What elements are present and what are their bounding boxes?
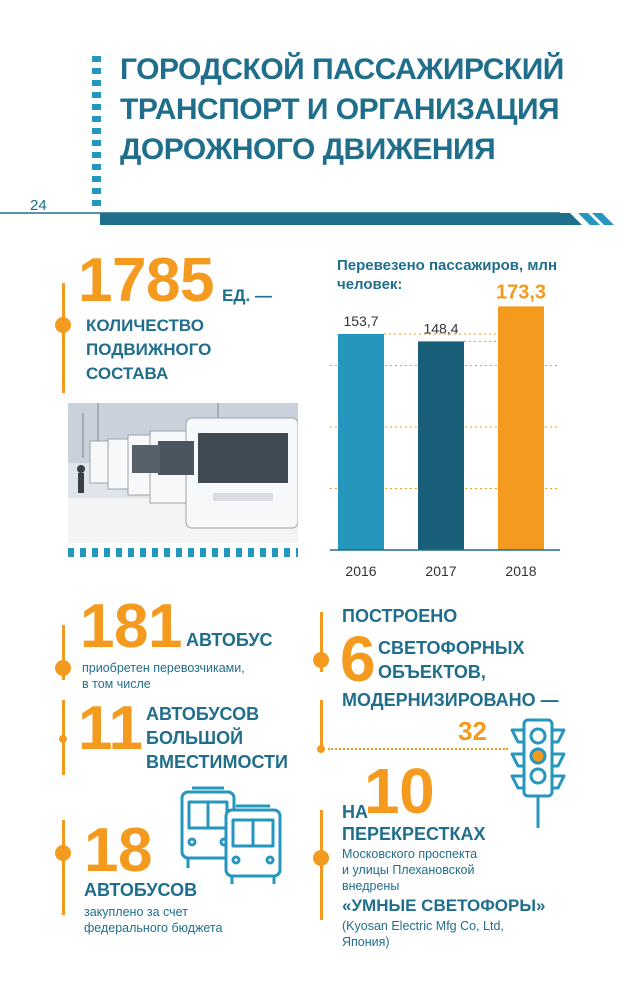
built-number: 6 bbox=[340, 623, 376, 695]
page-number: 24 bbox=[30, 197, 47, 214]
traffic-light-icon bbox=[508, 716, 568, 832]
fleet-unit: ЕД. — bbox=[222, 286, 272, 305]
label-line: БОЛЬШОЙ bbox=[146, 728, 244, 748]
bar-value-label: 173,3 bbox=[495, 281, 547, 304]
timeline-dot bbox=[313, 652, 329, 668]
modernized-number: 32 bbox=[458, 716, 487, 746]
label-line: ВМЕСТИМОСТИ bbox=[146, 752, 288, 772]
passenger-chart bbox=[330, 270, 560, 590]
smart-vendor bbox=[342, 918, 504, 950]
modernized-label: МОДЕРНИЗИРОВАНО — bbox=[342, 690, 559, 710]
timeline-dot bbox=[317, 745, 325, 753]
fleet-caption-line: СОСТАВА bbox=[86, 364, 169, 383]
label-line: АВТОБУСОВ bbox=[146, 704, 260, 724]
photo-decoration bbox=[68, 548, 298, 557]
built-label: ПОСТРОЕНО bbox=[342, 606, 458, 626]
note-line: внедрены bbox=[342, 879, 400, 893]
bar-2017 bbox=[418, 341, 464, 550]
caption-line: ОБЪЕКТОВ, bbox=[378, 662, 486, 682]
buses-bought-label: АВТОБУС bbox=[186, 630, 273, 650]
fleet-caption bbox=[86, 314, 211, 386]
smart-label: ПЕРЕКРЕСТКАХ bbox=[342, 824, 486, 844]
timeline-line bbox=[62, 820, 65, 915]
federal-buses-label: АВТОБУСОВ bbox=[84, 880, 198, 900]
smart-headline: «УМНЫЕ СВЕТОФОРЫ» bbox=[342, 896, 546, 915]
timeline-line bbox=[62, 283, 65, 393]
bar-2018 bbox=[498, 306, 544, 550]
bus-icon bbox=[178, 786, 298, 886]
buses-bought-number: 181 bbox=[80, 592, 182, 661]
timeline-dot bbox=[55, 317, 71, 333]
federal-buses-note bbox=[84, 904, 222, 936]
note-line: и улицы Плехановской bbox=[342, 863, 475, 877]
chart-title-text: Перевезено пассажиров, млн человек: bbox=[337, 257, 558, 293]
fleet-caption-line: КОЛИЧЕСТВО bbox=[86, 316, 204, 335]
header-rule bbox=[0, 210, 621, 230]
federal-buses-number: 18 bbox=[84, 816, 152, 885]
large-buses-label bbox=[146, 702, 288, 774]
buses-bought-note bbox=[82, 660, 245, 692]
bar-2016 bbox=[338, 334, 384, 550]
timeline-dot bbox=[313, 850, 329, 866]
dotted-connector bbox=[328, 748, 508, 750]
page-title bbox=[120, 50, 564, 170]
page-title-line: ТРАНСПОРТ И ОРГАНИЗАЦИЯ bbox=[120, 93, 560, 126]
x-tick-label: 2016 bbox=[345, 563, 377, 579]
bar-value-label: 148,4 bbox=[423, 320, 459, 337]
timeline-dot bbox=[55, 660, 71, 676]
timeline-dot bbox=[59, 735, 67, 743]
bar-value-label: 153,7 bbox=[343, 312, 379, 329]
title-decoration bbox=[92, 56, 101, 206]
note-line: федерального бюджета bbox=[84, 921, 223, 935]
smart-note bbox=[342, 846, 477, 894]
caption-line: СВЕТОФОРНЫХ bbox=[378, 638, 525, 658]
x-tick-label: 2018 bbox=[505, 563, 537, 579]
timeline-dot bbox=[55, 845, 71, 861]
fleet-caption-line: ПОДВИЖНОГО bbox=[86, 340, 212, 359]
note-line: закуплено за счет bbox=[84, 905, 188, 919]
page-title-line: ДОРОЖНОГО ДВИЖЕНИЯ bbox=[120, 133, 496, 166]
vendor-line: (Kyosan Electric Mfg Co, Ltd, bbox=[342, 919, 504, 933]
x-tick-label: 2017 bbox=[425, 563, 457, 579]
vendor-line: Япония) bbox=[342, 935, 390, 949]
fleet-number: 1785 bbox=[78, 246, 214, 315]
built-caption bbox=[378, 636, 525, 684]
smart-prefix: НА bbox=[342, 802, 368, 822]
buses-photo bbox=[68, 403, 298, 543]
large-buses-number: 11 bbox=[78, 694, 143, 763]
note-line: в том числе bbox=[82, 677, 151, 691]
timeline-line bbox=[320, 700, 323, 750]
page-title-line: ГОРОДСКОЙ ПАССАЖИРСКИЙ bbox=[120, 53, 564, 86]
note-line: Московского проспекта bbox=[342, 847, 478, 861]
smart-number: 10 bbox=[364, 755, 435, 827]
note-line: приобретен перевозчиками, bbox=[82, 661, 245, 675]
